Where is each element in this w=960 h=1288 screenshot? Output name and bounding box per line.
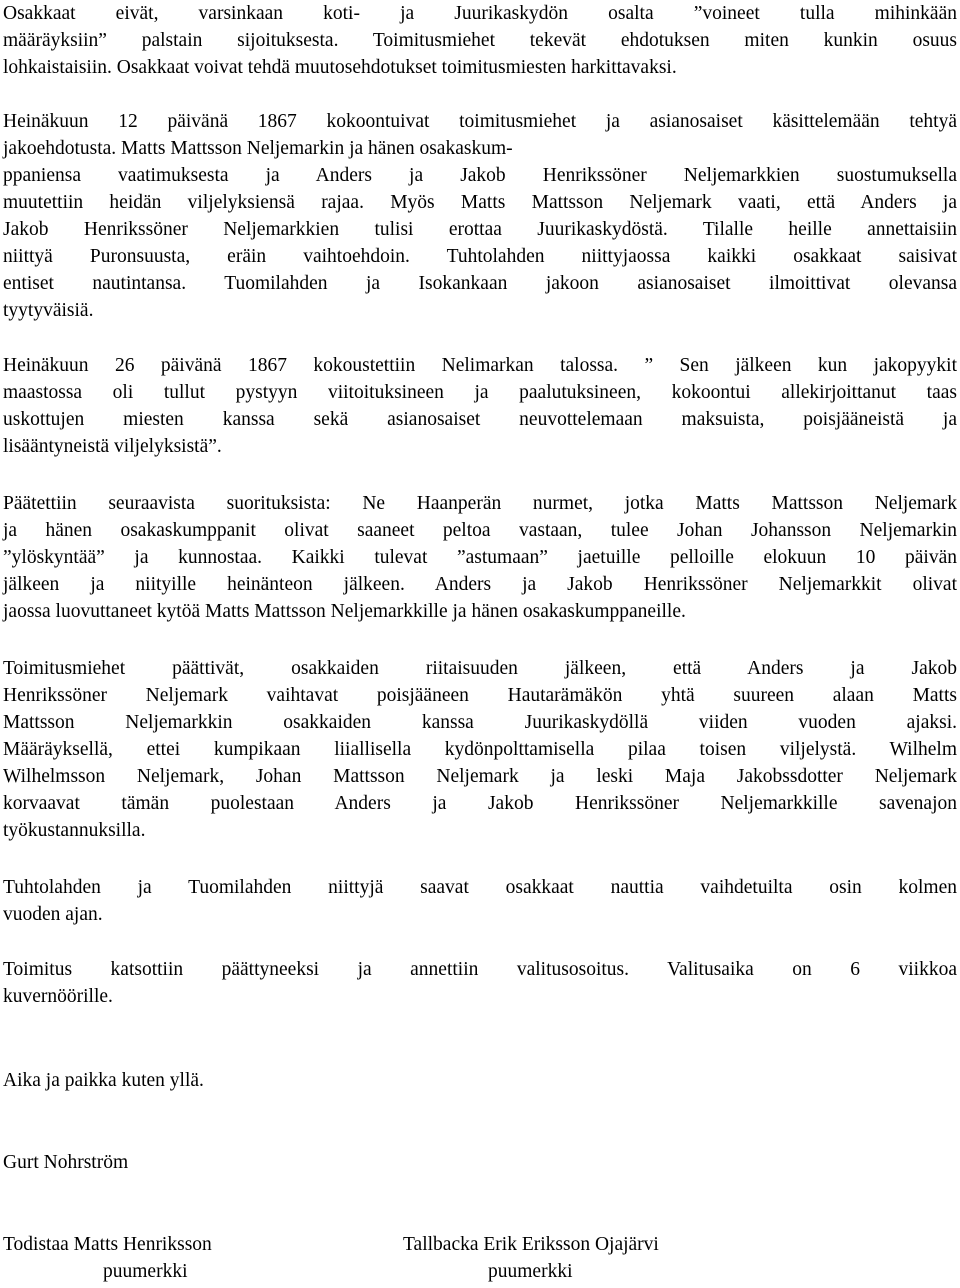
signature-name: Todistaa Matts Henriksson bbox=[3, 1234, 212, 1255]
paragraph-line: Gurt Nohrström bbox=[3, 1152, 129, 1173]
author-name bbox=[3, 1149, 957, 1176]
paragraph-7 bbox=[3, 956, 957, 1010]
paragraph-line: ja hänen osakaskumppanit olivat saaneet peltoa vastaan, tulee Johan Johansson Neljemarkin bbox=[3, 520, 957, 541]
paragraph-line: Osakkaat eivät, varsinkaan koti- ja Juurikaskydön osalta ”voineet tulla mihinkään bbox=[3, 3, 957, 24]
paragraph-line: niittyä Puronsuusta, eräin vaihtoehdoin. Tuhtolahden niittyjaossa kaikki osakkaat saisivat bbox=[3, 246, 957, 267]
paragraph-line: jaossa luovuttaneet kytöä Matts Mattsson Neljemarkkille ja hänen osakaskumppaneille. bbox=[3, 601, 686, 622]
signature-mark: puumerkki bbox=[103, 1261, 188, 1282]
paragraph-line: Heinäkuun 26 päivänä 1867 kokoustettiin Nelimarkan talossa. ” Sen jälkeen kun jakopyykit bbox=[3, 355, 957, 376]
paragraph-line: Henrikssöner Neljemark vaihtavat poisjääneen Hautarämäkön yhtä suureen alaan Matts bbox=[3, 685, 957, 706]
paragraph-line: lisääntyneistä viljelyksistä”. bbox=[3, 436, 222, 457]
paragraph-line: Jakob Henrikssöner Neljemarkkien tulisi erottaa Juurikaskydöstä. Tilalle heille annettaisiin bbox=[3, 219, 957, 240]
signature-witness-2 bbox=[403, 1231, 659, 1285]
paragraph-line: Määräyksellä, ettei kumpikaan liiallisella kydönpolttamisella pilaa toisen viljelystä. Wilhelm bbox=[3, 739, 957, 760]
paragraph-1 bbox=[3, 0, 957, 81]
paragraph-line: jälkeen ja niityille heinänteon jälkeen. Anders ja Jakob Henrikssöner Neljemarkkit olivat bbox=[3, 574, 957, 595]
paragraph-line: Päätettiin seuraavista suorituksista: Ne Haanperän nurmet, jotka Matts Mattsson Neljemark bbox=[3, 493, 957, 514]
paragraph-6 bbox=[3, 874, 957, 928]
closing-line bbox=[3, 1067, 957, 1094]
signature-mark: puumerkki bbox=[488, 1261, 573, 1282]
paragraph-line: Toimitus katsottiin päättyneeksi ja annettiin valitusosoitus. Valitusaika on 6 viikkoa bbox=[3, 959, 957, 980]
paragraph-line: Heinäkuun 12 päivänä 1867 kokoontuivat toimitusmiehet ja asianosaiset käsittelemään tehtyä bbox=[3, 111, 957, 132]
paragraph-line: Wilhelmsson Neljemark, Johan Mattsson Neljemark ja leski Maja Jakobssdotter Neljemark bbox=[3, 766, 957, 787]
paragraph-line: kuvernöörille. bbox=[3, 986, 113, 1007]
paragraph-line: Toimitusmiehet päättivät, osakkaiden riitaisuuden jälkeen, että Anders ja Jakob bbox=[3, 658, 957, 679]
paragraph-line: korvaavat tämän puolestaan Anders ja Jakob Henrikssöner Neljemarkkille savenajon bbox=[3, 793, 957, 814]
paragraph-line: vuoden ajan. bbox=[3, 904, 103, 925]
paragraph-line: Mattsson Neljemarkkin osakkaiden kanssa Juurikaskydöllä viiden vuoden ajaksi. bbox=[3, 712, 957, 733]
signature-witness-1 bbox=[3, 1231, 212, 1285]
paragraph-line: tyytyväisiä. bbox=[3, 300, 94, 321]
paragraph-line: määräyksiin” palstain sijoituksesta. Toimitusmiehet tekevät ehdotuksen miten kunkin osuus bbox=[3, 30, 957, 51]
paragraph-2 bbox=[3, 108, 957, 324]
paragraph-line: muutettiin heidän viljelyksiensä rajaa. Myös Matts Mattsson Neljemark vaati, että Anders ja bbox=[3, 192, 957, 213]
paragraph-line: ppaniensa vaatimuksesta ja Anders ja Jakob Henrikssöner Neljemarkkien suostumuksella bbox=[3, 165, 957, 186]
paragraph-line: entiset nautintansa. Tuomilahden ja Isokankaan jakoon asianosaiset ilmoittivat olevansa bbox=[3, 273, 957, 294]
paragraph-line: jakoehdotusta. Matts Mattsson Neljemarkin ja hänen osakaskum- bbox=[3, 138, 513, 159]
paragraph-line: maastossa oli tullut pystyyn viitoituksineen ja paalutuksineen, kokoontui allekirjoittanut taas bbox=[3, 382, 957, 403]
paragraph-line: työkustannuksilla. bbox=[3, 820, 146, 841]
paragraph-3 bbox=[3, 352, 957, 460]
paragraph-line: Aika ja paikka kuten yllä. bbox=[3, 1070, 204, 1091]
paragraph-4 bbox=[3, 490, 957, 625]
paragraph-line: ”ylöskyntää” ja kunnostaa. Kaikki tulevat ”astumaan” jaetuille pelloille elokuun 10 päivän bbox=[3, 547, 957, 568]
paragraph-line: lohkaistaisiin. Osakkaat voivat tehdä muutosehdotukset toimitusmiesten harkittavaksi. bbox=[3, 57, 677, 78]
paragraph-line: uskottujen miesten kanssa sekä asianosaiset neuvottelemaan maksuista, poisjääneistä ja bbox=[3, 409, 957, 430]
paragraph-line: Tuhtolahden ja Tuomilahden niittyjä saavat osakkaat nauttia vaihdetuilta osin kolmen bbox=[3, 877, 957, 898]
paragraph-5 bbox=[3, 655, 957, 844]
signature-name: Tallbacka Erik Eriksson Ojajärvi bbox=[403, 1234, 659, 1255]
